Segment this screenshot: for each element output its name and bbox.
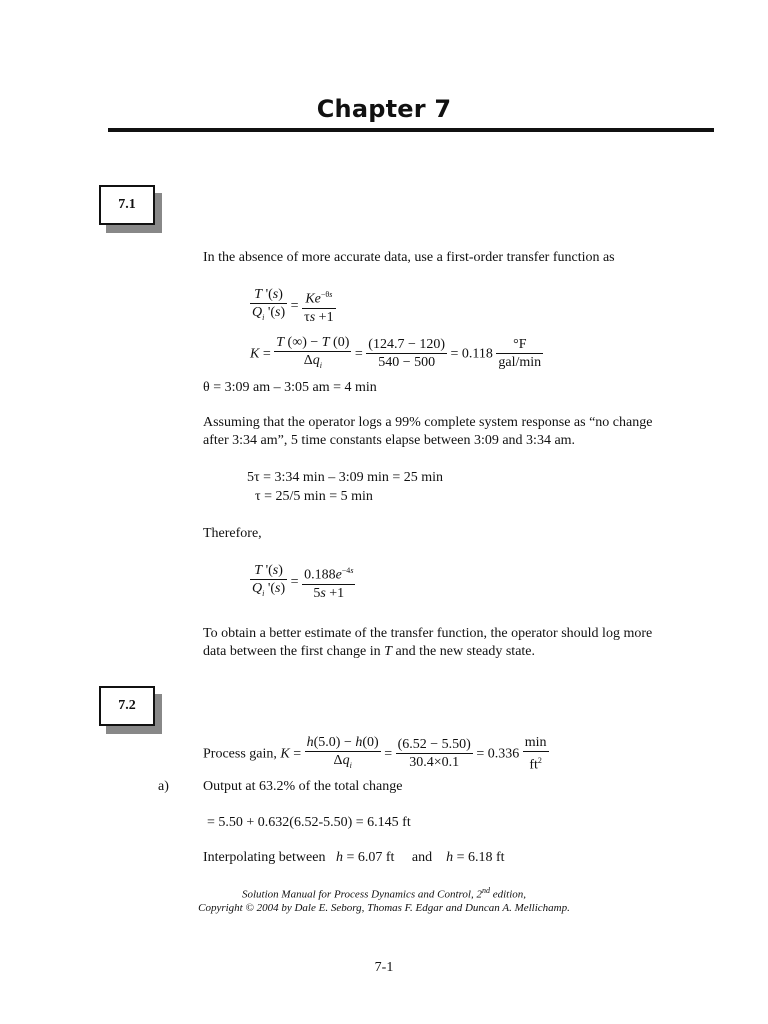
p72-interp-label: Interpolating between bbox=[203, 850, 326, 865]
problem-number-7-1: 7.1 bbox=[99, 185, 155, 225]
footer-book-title: Solution Manual for Process Dynamics and Control, 2 bbox=[241, 888, 482, 901]
p71-therefore: Therefore, bbox=[203, 526, 262, 541]
p71-tau-line-2: τ = 25/5 min = 5 min bbox=[255, 489, 373, 504]
problem-number-7-2: 7.2 bbox=[99, 686, 155, 726]
p71-closing-a: To obtain a better estimate of the transfer function, the operator should log more data between the first change in bbox=[203, 626, 653, 659]
footer-edition: edition, bbox=[489, 888, 527, 901]
p72-gain-label: Process gain, bbox=[203, 746, 277, 762]
p71-gain-equation: K = $\frac{T (\infty) - T (0)}{\Delta q_i}$ = $\frac{(124.7 - 120)}{540 - 500}$ = 0.118 $\frac{^\circ F}{\text{gal/min}}$ bbox=[250, 335, 542, 371]
title-rule bbox=[108, 128, 714, 132]
p71-theta-line: θ = 3:09 am – 3:05 am = 4 min bbox=[203, 380, 377, 395]
p72-part-a-label: a) bbox=[158, 779, 169, 794]
p71-assumption: Assuming that the operator logs a 99% complete system response as “no change after 3:34 am”, 5 time constants elapse between 3:09 and 3:34 am. bbox=[203, 415, 653, 448]
p71-final-transfer-function: $\frac{T '(s)}{Q_i '(s)}$ = $\frac{0.188e^{-4s}}{5s +1}$ bbox=[252, 563, 354, 601]
p72-calc-line: = 5.50 + 0.632(6.52-5.50) = 6.145 ft bbox=[207, 815, 411, 830]
p71-tau-line-1: 5τ = 3:34 min – 3:09 min = 25 min bbox=[247, 470, 444, 485]
footer-edition-sup: nd bbox=[481, 886, 490, 895]
p71-closing-T: T bbox=[384, 644, 392, 659]
p72-and-word: and bbox=[411, 850, 433, 865]
p72-interpolation-line: Interpolating between h = 6.07 ft and h = 6.18 ft bbox=[203, 850, 505, 865]
p71-intro: In the absence of more accurate data, use a first-order transfer function as bbox=[203, 250, 615, 265]
p71-transfer-function-form: $\frac{T '(s)}{Q_i '(s)}$ = $\frac{Ke^{-\theta s}}{\tau s +1}$ bbox=[252, 287, 334, 325]
p71-closing-b: and the new steady state. bbox=[391, 644, 536, 659]
p72-part-a-text: Output at 63.2% of the total change bbox=[203, 779, 403, 794]
page-number: 7-1 bbox=[374, 960, 394, 975]
footer-copyright: Copyright © 2004 by Dale E. Seborg, Thomas F. Edgar and Duncan A. Mellichamp. bbox=[198, 902, 570, 914]
p72-h1-value: = 6.07 ft bbox=[346, 850, 395, 865]
chapter-title: Chapter 7 bbox=[316, 95, 452, 123]
p71-closing bbox=[203, 625, 673, 661]
p72-process-gain-equation: Process gain, K = $\frac{h(5.0) - h(0)}{\Delta q_i}$ = $\frac{(6.52 - 5.50)}{30.4\times 0.1}$ = 0.336 $\frac{\min}{ft^2}$ bbox=[203, 735, 547, 773]
p72-h2-value: = 6.18 ft bbox=[456, 850, 505, 865]
